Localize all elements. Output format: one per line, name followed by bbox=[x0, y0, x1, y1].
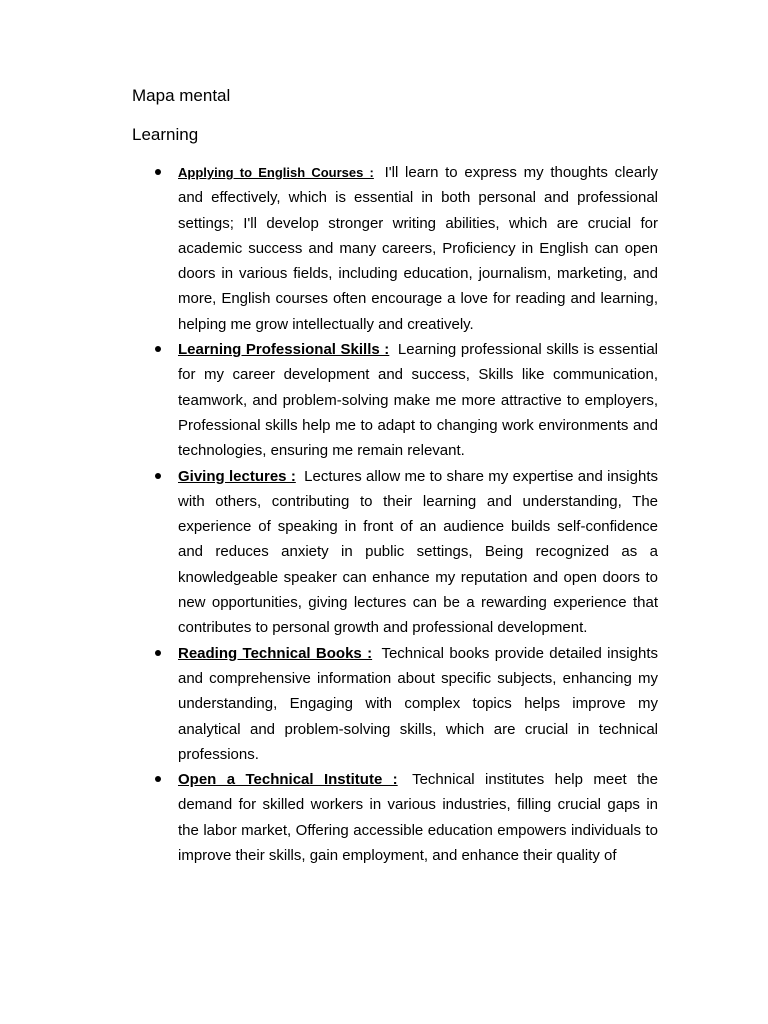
document-title: Mapa mental bbox=[132, 86, 231, 105]
bullet-icon bbox=[155, 776, 161, 782]
item-title: Learning Professional Skills : bbox=[178, 341, 390, 359]
list-item bbox=[178, 641, 658, 767]
item-title: Reading Technical Books : bbox=[178, 644, 373, 662]
item-text: Technical books provide detailed insights and comprehensive information about specific subjects, enhancing my understanding, Engaging with complex topics helps improve my analytical and problem-solving skills, which are crucial in technical professions. bbox=[178, 644, 658, 763]
item-text: I'll learn to express my thoughts clearly and effectively, which is essential in both personal and professional settings; I'll develop stronger writing abilities, which are crucial for academic success and many careers, Proficiency in English can open doors in various fields, including education, journalism, marketing, and more, English courses often encourage a love for reading and learning, helping me grow intellectually and creatively. bbox=[178, 164, 658, 333]
bullet-icon bbox=[155, 650, 161, 656]
list-item bbox=[178, 160, 658, 337]
item-text: Lectures allow me to share my expertise and insights with others, contributing to their learning and understanding, The experience of speaking in front of an audience builds self-confidence and reduces anxiety in public settings, Being recognized as a knowledgeable speaker can enhance my reputation and open doors to new opportunities, giving lectures can be a rewarding experience that contributes to personal growth and professional development. bbox=[178, 467, 658, 637]
bullet-icon bbox=[155, 169, 161, 175]
list-item bbox=[178, 767, 658, 868]
list-item bbox=[178, 464, 658, 641]
document-subtitle: Learning bbox=[132, 125, 199, 144]
item-title: Applying to English Courses : bbox=[178, 165, 374, 180]
bullet-icon bbox=[155, 346, 161, 352]
bullet-list bbox=[178, 160, 658, 868]
item-title: Giving lectures : bbox=[178, 467, 296, 485]
item-title: Open a Technical Institute : bbox=[178, 771, 398, 789]
item-text: Learning professional skills is essential for my career development and success, Skills like communication, teamwork, and problem-solving make me more attractive to employers, Professional skills help me to adapt to changing work environments and technologies, ensuring me remain relevant. bbox=[178, 341, 659, 460]
item-text: Technical institutes help meet the demand for skilled workers in various industries, filling crucial gaps in the labor market, Offering accessible education empowers individuals to improve their skills, gain employment, and enhance their quality of bbox=[178, 771, 658, 865]
list-item bbox=[178, 337, 658, 463]
bullet-icon bbox=[155, 473, 161, 479]
